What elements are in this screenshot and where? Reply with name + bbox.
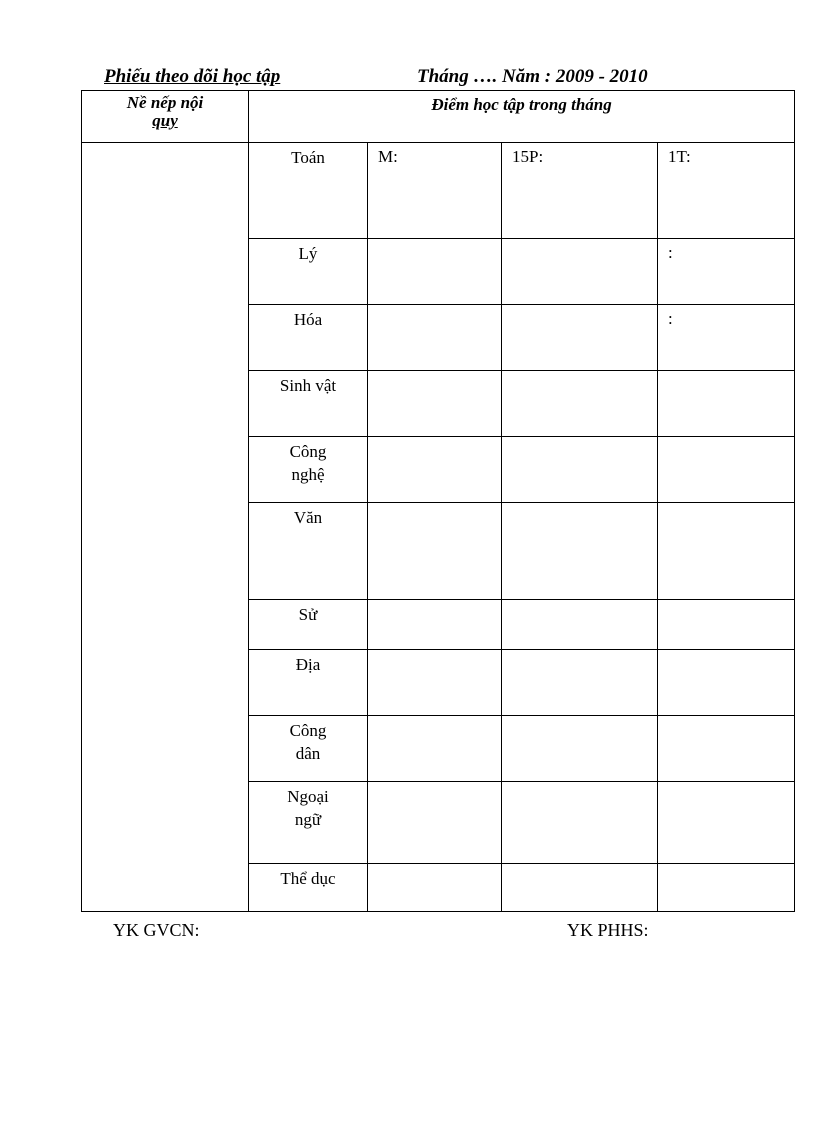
oral-score-cell[interactable]	[368, 239, 502, 305]
subject-label-line2: ngữ	[294, 810, 322, 829]
quiz-15-score-cell[interactable]	[502, 437, 658, 503]
test-1-period-score-cell[interactable]	[658, 371, 795, 437]
discipline-header	[82, 91, 249, 143]
quiz-15-score-cell[interactable]	[502, 239, 658, 305]
oral-score-cell[interactable]	[368, 716, 502, 782]
oral-score-cell[interactable]	[368, 503, 502, 600]
test-1-period-score-cell[interactable]: 1T:	[658, 143, 795, 239]
test-1-period-score-cell[interactable]	[658, 650, 795, 716]
oral-score-cell[interactable]: M:	[368, 143, 502, 239]
quiz-15-score-cell[interactable]	[502, 782, 658, 864]
test-1-period-score-cell[interactable]	[658, 437, 795, 503]
sheet-title: Phiếu theo dõi học tập	[104, 66, 281, 87]
test-1-period-score-cell[interactable]: :	[658, 305, 795, 371]
subject-cell	[249, 864, 368, 912]
test-1-period-score-cell[interactable]	[658, 503, 795, 600]
subject-cell	[249, 600, 368, 650]
subject-label: Sử	[298, 605, 318, 624]
table-header-row	[82, 91, 795, 143]
quiz-15-score-cell[interactable]	[502, 650, 658, 716]
discipline-header-line1: Nề nếp nội	[126, 93, 204, 112]
discipline-header-line2: quy	[152, 111, 178, 130]
oral-score-cell[interactable]	[368, 782, 502, 864]
test-1-period-score-cell[interactable]	[658, 716, 795, 782]
subject-cell	[249, 239, 368, 305]
discipline-cell[interactable]	[82, 143, 249, 912]
quiz-15-score-cell[interactable]	[502, 305, 658, 371]
subject-label: Thể dục	[280, 869, 336, 888]
oral-score-cell[interactable]	[368, 305, 502, 371]
oral-score-cell[interactable]	[368, 437, 502, 503]
oral-score-cell[interactable]	[368, 650, 502, 716]
quiz-15-score-cell[interactable]	[502, 371, 658, 437]
subject-cell	[249, 782, 368, 864]
subject-cell	[249, 650, 368, 716]
oral-score-cell[interactable]	[368, 371, 502, 437]
quiz-15-score-cell[interactable]	[502, 503, 658, 600]
quiz-15-score-cell[interactable]: 15P:	[502, 143, 658, 239]
subject-cell	[249, 716, 368, 782]
subject-label: Văn	[293, 508, 323, 527]
sheet-period: Tháng …. Năm : 2009 - 2010	[417, 66, 648, 87]
subject-label-line2: dân	[295, 744, 321, 763]
test-1-period-score-cell[interactable]	[658, 600, 795, 650]
subject-label: Sinh vật	[279, 376, 337, 395]
subject-cell	[249, 371, 368, 437]
subject-label: Lý	[298, 244, 318, 263]
parent-comment-label: YK PHHS:	[567, 920, 649, 940]
test-1-period-score-cell[interactable]	[658, 864, 795, 912]
subject-label: Toán	[291, 148, 325, 167]
subject-label: Hóa	[293, 310, 323, 329]
table-row	[82, 143, 795, 239]
subject-cell	[249, 437, 368, 503]
oral-score-cell[interactable]	[368, 600, 502, 650]
grade-tracking-table	[81, 90, 795, 912]
subject-cell	[249, 305, 368, 371]
monthly-grades-header: Điểm học tập trong tháng	[249, 91, 795, 143]
teacher-comment-label: YK GVCN:	[113, 920, 200, 940]
quiz-15-score-cell[interactable]	[502, 600, 658, 650]
subject-label-line2: nghệ	[291, 465, 325, 484]
test-1-period-score-cell[interactable]: :	[658, 239, 795, 305]
quiz-15-score-cell[interactable]	[502, 864, 658, 912]
oral-score-cell[interactable]	[368, 864, 502, 912]
subject-label: Địa	[295, 655, 321, 674]
subject-label: Công	[289, 721, 327, 740]
subject-cell	[249, 143, 368, 239]
test-1-period-score-cell[interactable]	[658, 782, 795, 864]
subject-label: Ngoại	[287, 787, 329, 806]
subject-label: Công	[289, 442, 327, 461]
subject-cell	[249, 503, 368, 600]
quiz-15-score-cell[interactable]	[502, 716, 658, 782]
